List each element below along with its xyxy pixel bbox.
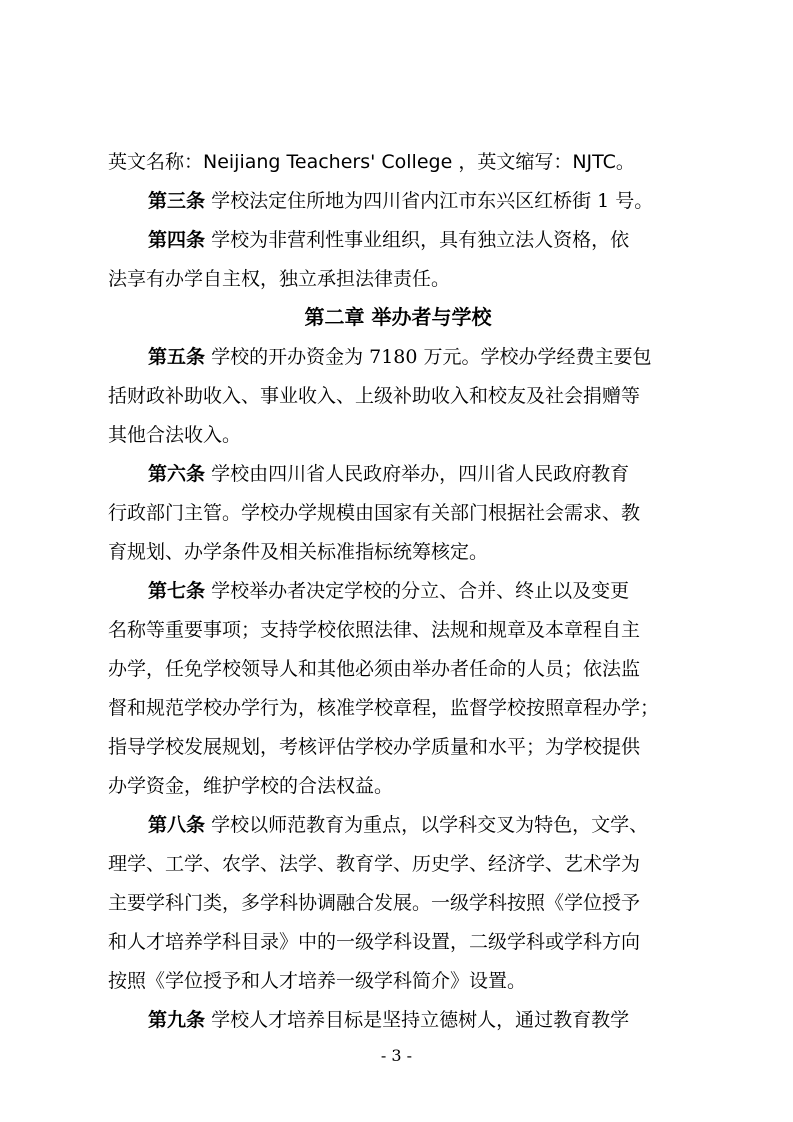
article-3-line-1 — [148, 189, 688, 213]
article-6-label: 第六条 — [148, 463, 206, 485]
article-8-line-1 — [148, 813, 688, 837]
page-number: - 3 - — [380, 1046, 413, 1065]
article-8-line-4: 和人才培养学科目录》中的一级学科设置，二级学科或学科方向 — [108, 931, 641, 953]
article-3-label: 第三条 — [148, 190, 206, 212]
article-7-line-3: 办学，任免学校领导人和其他必须由举办者任命的人员；依法监 — [108, 658, 641, 680]
article-4-label: 第四条 — [148, 229, 206, 251]
english-name-line: 英文名称：Neijiang Teachers' College ，英文缩写：NJTC。 — [108, 151, 635, 173]
article-9-line-1 — [148, 1008, 688, 1032]
article-4-line-1 — [148, 228, 688, 252]
article-7-line-1 — [148, 579, 688, 603]
article-6-line-3: 育规划、办学条件及相关标准指标统筹核定。 — [108, 541, 489, 563]
article-7-label: 第七条 — [148, 580, 206, 602]
article-7-text: 学校举办者决定学校的分立、合并、终止以及变更 — [211, 580, 630, 602]
article-8-line-5: 按照《学位授予和人才培养一级学科简介》设置。 — [108, 970, 527, 992]
article-8-line-2: 理学、工学、农学、法学、教育学、历史学、经济学、艺术学为 — [108, 853, 641, 875]
article-6-line-1 — [148, 462, 688, 486]
article-6-line-2: 行政部门主管。学校办学规模由国家有关部门根据社会需求、教 — [108, 502, 641, 524]
article-5-line-2: 括财政补助收入、事业收入、上级补助收入和校友及社会捐赠等 — [108, 385, 641, 407]
chapter-title: 第二章 举办者与学校 — [304, 305, 492, 329]
article-9-text: 学校人才培养目标是坚持立德树人，通过教育教学 — [211, 1009, 630, 1031]
article-7-line-5: 指导学校发展规划，考核评估学校办学质量和水平；为学校提供 — [108, 736, 641, 758]
article-6-text: 学校由四川省人民政府举办，四川省人民政府教育 — [211, 463, 630, 485]
article-4-text: 学校为非营利性事业组织，具有独立法人资格，依 — [211, 229, 630, 251]
article-9-label: 第九条 — [148, 1009, 206, 1031]
article-8-label: 第八条 — [148, 814, 206, 836]
article-7-line-4: 督和规范学校办学行为，核准学校章程，监督学校按照章程办学； — [108, 697, 660, 719]
article-8-line-3: 主要学科门类，多学科协调融合发展。一级学科按照《学位授予 — [108, 892, 641, 914]
article-4-line-2: 法享有办学自主权，独立承担法律责任。 — [108, 268, 451, 290]
article-5-text: 学校的开办资金为 7180 万元。学校办学经费主要包 — [211, 346, 652, 368]
article-7-line-6: 办学资金，维护学校的合法权益。 — [108, 775, 394, 797]
article-5-line-1 — [148, 345, 688, 369]
article-5-label: 第五条 — [148, 346, 206, 368]
article-8-text: 学校以师范教育为重点，以学科交叉为特色，文学、 — [211, 814, 649, 836]
article-5-line-3: 其他合法收入。 — [108, 424, 242, 446]
article-3-text: 学校法定住所地为四川省内江市东兴区红桥街 1 号。 — [211, 190, 654, 212]
article-7-line-2: 名称等重要事项；支持学校依照法律、法规和规章及本章程自主 — [108, 619, 641, 641]
